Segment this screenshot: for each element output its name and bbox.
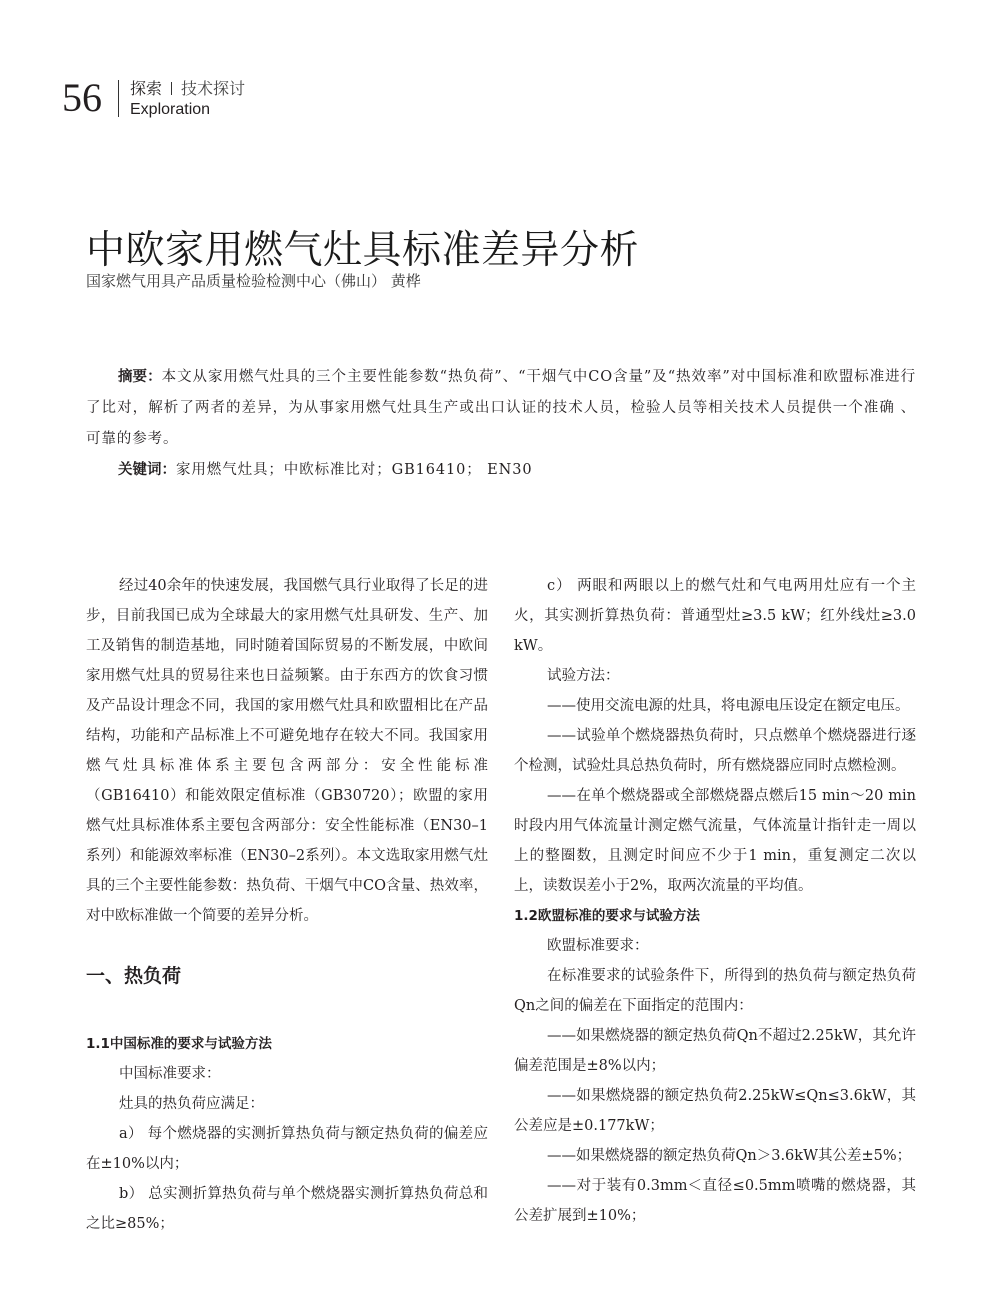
page-number: 56 bbox=[62, 75, 102, 120]
requirement-item-b: b） 总实测折算热负荷与单个燃烧器实测折算热负荷总和之比≥85%； bbox=[86, 1186, 488, 1232]
eu-tolerance-item-4: ——对于装有0.3mm＜直径≤0.5mm喷嘴的燃烧器，其公差扩展到±10%； bbox=[514, 1178, 916, 1224]
intro-paragraph: 经过40余年的快速发展，我国燃气具行业取得了长足的进步，目前我国已成为全球最大的家用燃气灶具研发、生产、加工及销售的制造基地，同时随着国际贸易的不断发展，中欧间家用燃气灶具的贸易往来也日益频繁。由于东西方的饮食习惯及产品设计理念不同，我国的家用燃气灶具和欧盟相比在产品结构，功能和产品标准上不可避免地存在较大不同。我国家用燃气灶具标准体系主要包含两部分：安全性能标准（GB16410）和能效限定值标准（GB30720）；欧盟的家用燃气灶具标准体系主要包含两部分：安全性能标准（EN30–1系列）和能源效率标准（EN30–2系列）。本文选取家用燃气灶具的三个主要性能参数：热负荷、干烟气中CO含量、热效率，对中欧标准做一个简要的差异分析。 bbox=[86, 578, 488, 924]
keywords-label: 关键词： bbox=[118, 462, 176, 478]
section-label bbox=[130, 79, 245, 99]
eu-tolerance-item-3: ——如果燃烧器的额定热负荷Qn＞3.6kW其公差±5%； bbox=[547, 1148, 912, 1164]
test-method-item-1: ——使用交流电源的灶具，将电源电压设定在额定电压。 bbox=[547, 698, 910, 714]
abstract-label: 摘要： bbox=[118, 369, 162, 385]
section-en: Exploration bbox=[130, 101, 211, 118]
keywords-text: 家用燃气灶具；中欧标准比对；GB16410； EN30 bbox=[176, 462, 533, 478]
eu-requirement-label: 欧盟标准要求： bbox=[547, 938, 649, 954]
keywords-paragraph bbox=[86, 455, 916, 486]
body-right-column bbox=[514, 571, 916, 1231]
abstract-text: 本文从家用燃气灶具的三个主要性能参数“热负荷”、“干烟气中CO含量”及“热效率”对中国标准和欧盟标准进行了比对，解析了两者的差异，为从事家用燃气灶具生产或出口认证的技术人员，检验人员等相关技术人员提供一个准确 、可靠的参考。 bbox=[86, 369, 917, 447]
eu-tolerance-item-2: ——如果燃烧器的额定热负荷2.25kW≤Qn≤3.6kW，其公差应是±0.177kW； bbox=[514, 1088, 916, 1134]
article-title: 中欧家用燃气灶具标准差异分析 bbox=[86, 228, 640, 274]
subsection-cn: 技术探讨 bbox=[181, 79, 246, 98]
test-method-label: 试验方法： bbox=[547, 668, 620, 684]
eu-tolerance-item-1: ——如果燃烧器的额定热负荷Qn不超过2.25kW，其允许偏差范围是±8%以内； bbox=[514, 1028, 916, 1074]
section-1-heading: 一、热负荷 bbox=[86, 965, 182, 987]
section-separator bbox=[171, 82, 172, 95]
abstract-block bbox=[86, 362, 916, 486]
subsection-1-1-heading: 1.1中国标准的要求与试验方法 bbox=[86, 1036, 272, 1052]
requirement-item-c: c） 两眼和两眼以上的燃气灶和气电两用灶应有一个主火，其实测折算热负荷：普通型灶≥3.5 kW；红外线灶≥3.0 kW。 bbox=[514, 578, 916, 654]
section-cn: 探索 bbox=[130, 79, 163, 98]
header-divider bbox=[118, 80, 119, 117]
eu-condition-paragraph: 在标准要求的试验条件下，所得到的热负荷与额定热负荷Qn之间的偏差在下面指定的范围内： bbox=[514, 968, 916, 1014]
article-author: 国家燃气用具产品质量检验检测中心（佛山） 黄桦 bbox=[86, 272, 421, 290]
test-method-item-3: ——在单个燃烧器或全部燃烧器点燃后15 min～20 min时段内用气体流量计测定燃气流量，气体流量计指针走一周以上的整圈数，且测定时间应不少于1 min，重复测定二次以上，读数误差小于2%，取两次流量的平均值。 bbox=[514, 788, 916, 894]
cn-requirement-label: 中国标准要求： bbox=[119, 1066, 221, 1082]
abstract-paragraph bbox=[86, 362, 916, 455]
body-left-column bbox=[86, 571, 488, 1239]
heat-load-intro: 灶具的热负荷应满足： bbox=[119, 1096, 264, 1112]
test-method-item-2: ——试验单个燃烧器热负荷时，只点燃单个燃烧器进行逐个检测，试验灶具总热负荷时，所有燃烧器应同时点燃检测。 bbox=[514, 728, 916, 774]
subsection-1-2-heading: 1.2欧盟标准的要求与试验方法 bbox=[514, 908, 700, 924]
requirement-item-a: a） 每个燃烧器的实测折算热负荷与额定热负荷的偏差应在±10%以内； bbox=[86, 1126, 488, 1172]
